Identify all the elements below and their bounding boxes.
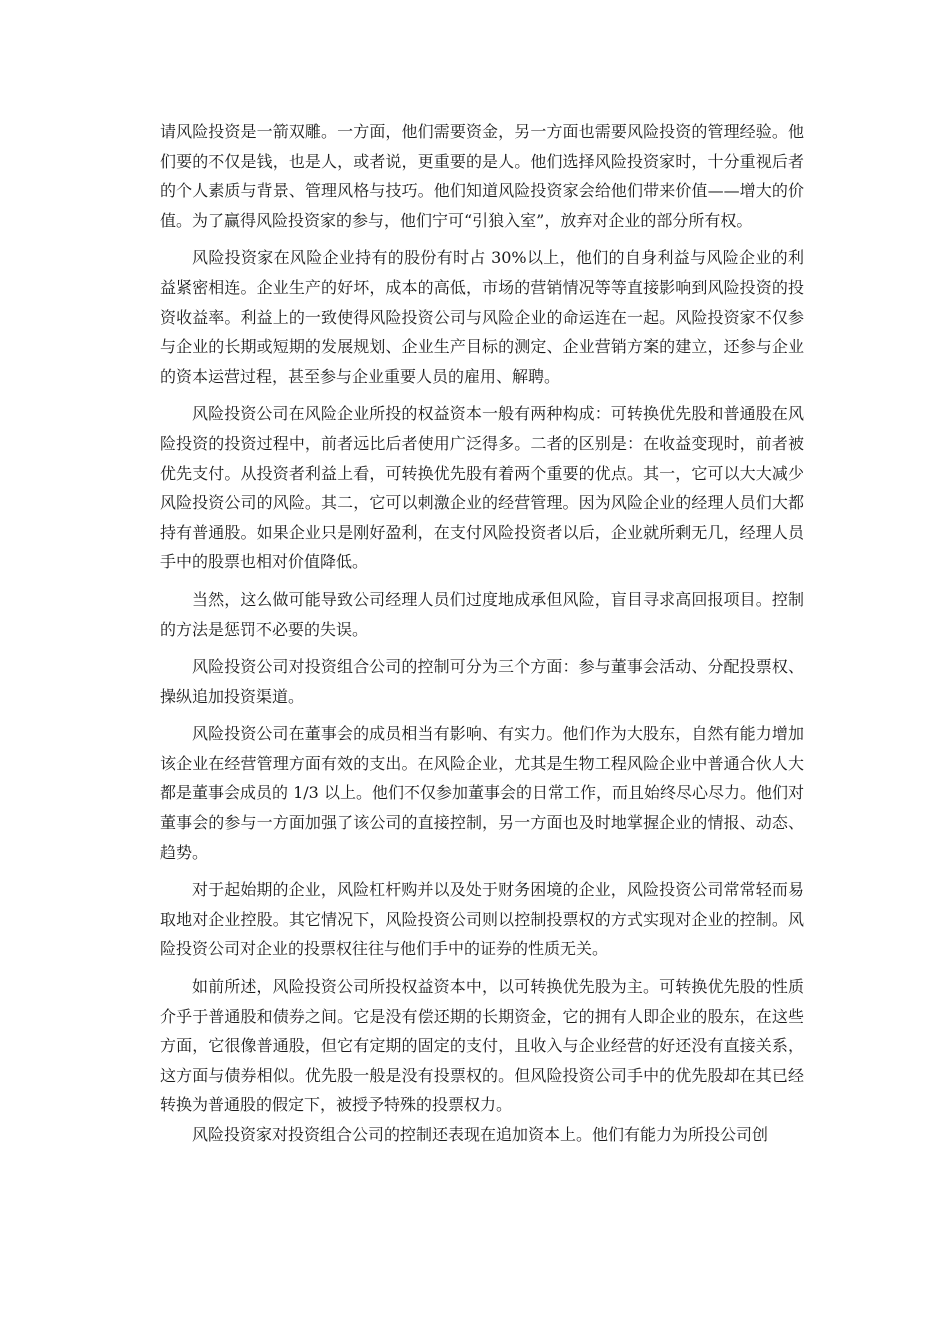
paragraph-5: 风险投资公司对投资组合公司的控制可分为三个方面：参与董事会活动、分配投票权、操纵追加投资渠道。	[160, 657, 804, 706]
paragraph-1: 请风险投资是一箭双雕。一方面，他们需要资金，另一方面也需要风险投资的管理经验。他们要的不仅是钱，也是人，或者说，更重要的是人。他们选择风险投资家时，十分重视后者的个人素质与背景、管理风格与技巧。他们知道风险投资家会给他们带来价值——增大的价值。为了赢得风险投资家的参与，他们宁可“引狼入室”，放弃对企业的部分所有权。	[160, 122, 804, 230]
paragraph-7: 对于起始期的企业，风险杠杆购并以及处于财务困境的企业，风险投资公司常常轻而易取地对企业控股。其它情况下，风险投资公司则以控制投票权的方式实现对企业的控制。风险投资公司对企业的投票权往往与他们手中的证券的性质无关。	[160, 880, 804, 959]
document-body	[160, 117, 804, 1158]
paragraph-3: 风险投资公司在风险企业所投的权益资本一般有两种构成：可转换优先股和普通股在风险投资的投资过程中，前者远比后者使用广泛得多。二者的区别是：在收益变现时，前者被优先支付。从投资者利益上看，可转换优先股有着两个重要的优点。其一，它可以大大减少风险投资公司的风险。其二，它可以刺激企业的经营管理。因为风险企业的经理人员们大都持有普通股。如果企业只是刚好盈利，在支付风险投资者以后，企业就所剩无几，经理人员手中的股票也相对价值降低。	[160, 404, 804, 572]
paragraph-6: 风险投资公司在董事会的成员相当有影响、有实力。他们作为大股东，自然有能力增加该企业在经营管理方面有效的支出。在风险企业，尤其是生物工程风险企业中普通合伙人大都是董事会成员的 1/3 以上。他们不仅参加董事会的日常工作，而且始终尽心尽力。他们对董事会的参与一方面加强了该公司的直接控制，另一方面也及时地掌握企业的情报、动态、趋势。	[160, 724, 804, 862]
paragraph-4: 当然，这么做可能导致公司经理人员们过度地成承但风险，盲目寻求高回报项目。控制的方法是惩罚不必要的失误。	[160, 589, 804, 639]
paragraph-2: 风险投资家在风险企业持有的股份有时占 30%以上，他们的自身利益与风险企业的利益紧密相连。企业生产的好坏，成本的高低，市场的营销情况等等直接影响到风险投资的投资收益率。利益上的一致使得风险投资公司与风险企业的命运连在一起。风险投资家不仅参与企业的长期或短期的发展规划、企业生产目标的测定、企业营销方案的建立，还参与企业的资本运营过程，甚至参与企业重要人员的雇用、解聘。	[160, 248, 804, 386]
paragraph-8: 如前所述，风险投资公司所投权益资本中，以可转换优先股为主。可转换优先股的性质介乎于普通股和债券之间。它是没有偿还期的长期资金，它的拥有人即企业的股东，在这些方面，它很像普通股，但它有定期的固定的支付，且收入与企业经营的好还没有直接关系，这方面与债券相似。优先股一般是没有投票权的。但风险投资公司手中的优先股却在其已经转换为普通股的假定下，被授予特殊的投票权力。	[160, 977, 804, 1115]
paragraph-9: 风险投资家对投资组合公司的控制还表现在追加资本上。他们有能力为所投公司创	[192, 1125, 769, 1144]
